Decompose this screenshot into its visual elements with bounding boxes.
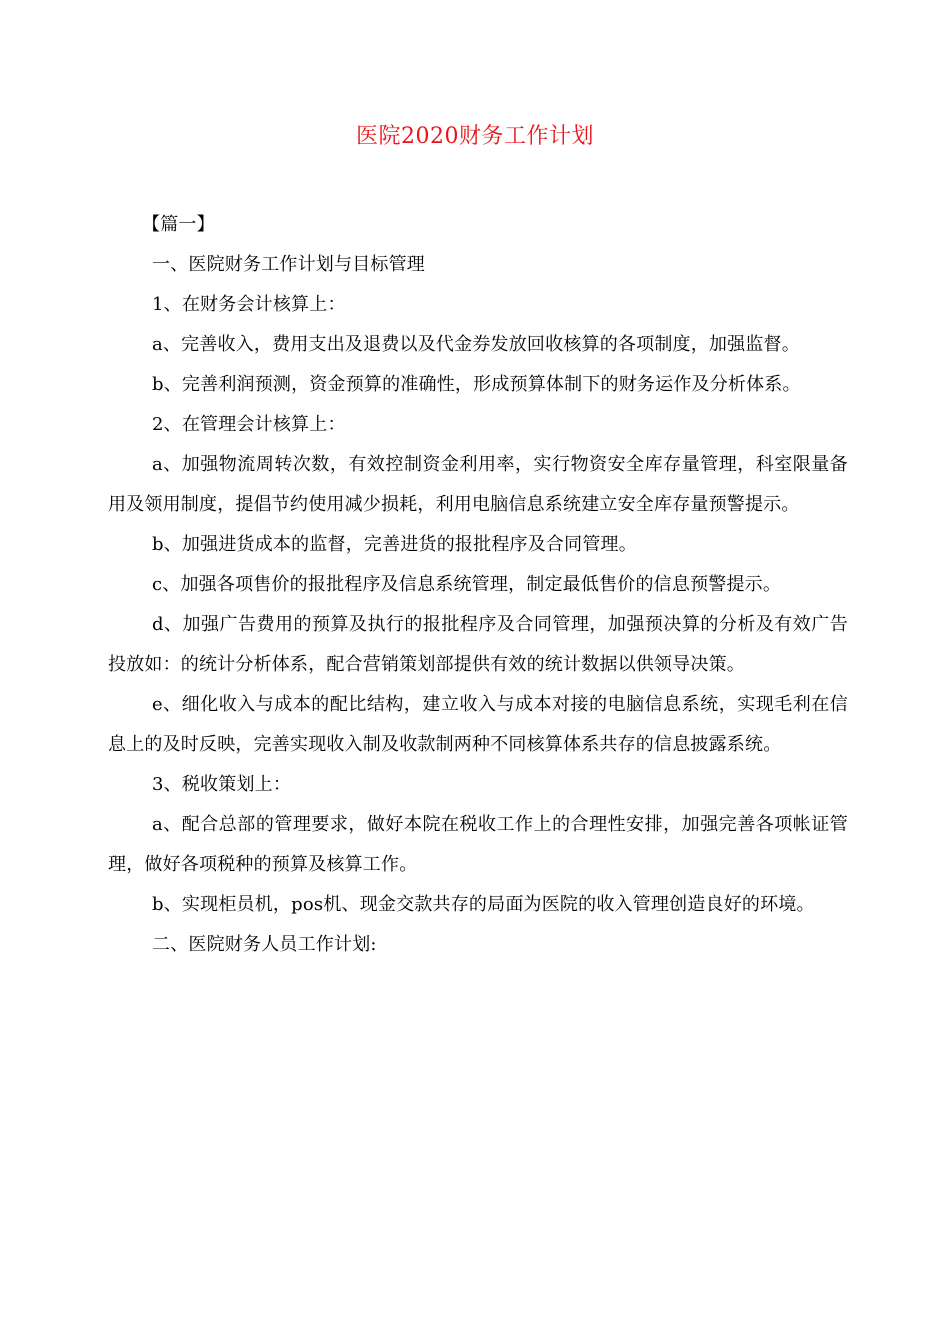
paragraph-item-e: e、细化收入与成本的配比结构，建立收入与成本对接的电脑信息系统，实现毛利在信息上的及时反映，完善实现收入制及收款制两种不同核算体系共存的信息披露系统。 — [108, 694, 848, 755]
heading-section-2: 二、医院财务人员工作计划: — [152, 934, 377, 955]
paragraph-item-a: a、加强物流周转次数，有效控制资金利用率，实行物资安全库存量管理，科室限量备用及领用制度，提倡节约使用减少损耗，利用电脑信息系统建立安全库存量预警提示。 — [108, 454, 848, 515]
paragraph-item-a: a、完善收入，费用支出及退费以及代金券发放回收核算的各项制度，加强监督。 — [152, 334, 800, 355]
document-body — [108, 205, 848, 965]
document-title: 医院2020财务工作计划 — [356, 124, 594, 149]
paragraph-item-b: b、实现柜员机，pos机、现金交款共存的局面为医院的收入管理创造良好的环境。 — [152, 894, 815, 915]
paragraph-item-b: b、完善利润预测，资金预算的准确性，形成预算体制下的财务运作及分析体系。 — [152, 374, 801, 395]
subheading-management-accounting: 2、在管理会计核算上： — [152, 414, 346, 435]
subheading-financial-accounting: 1、在财务会计核算上： — [152, 294, 346, 315]
subheading-tax-planning: 3、税收策划上： — [152, 774, 292, 795]
section-tag: 【篇一】 — [142, 214, 215, 235]
heading-section-1: 一、医院财务工作计划与目标管理 — [152, 254, 425, 275]
paragraph-item-a: a、配合总部的管理要求，做好本院在税收工作上的合理性安排，加强完善各项帐证管理，做好各项税种的预算及核算工作。 — [108, 814, 848, 875]
paragraph-item-d: d、加强广告费用的预算及执行的报批程序及合同管理，加强预决算的分析及有效广告投放如：的统计分析体系，配合营销策划部提供有效的统计数据以供领导决策。 — [108, 614, 848, 675]
paragraph-item-c: c、加强各项售价的报批程序及信息系统管理，制定最低售价的信息预警提示。 — [152, 574, 782, 595]
paragraph-item-b: b、加强进货成本的监督，完善进货的报批程序及合同管理。 — [152, 534, 637, 555]
